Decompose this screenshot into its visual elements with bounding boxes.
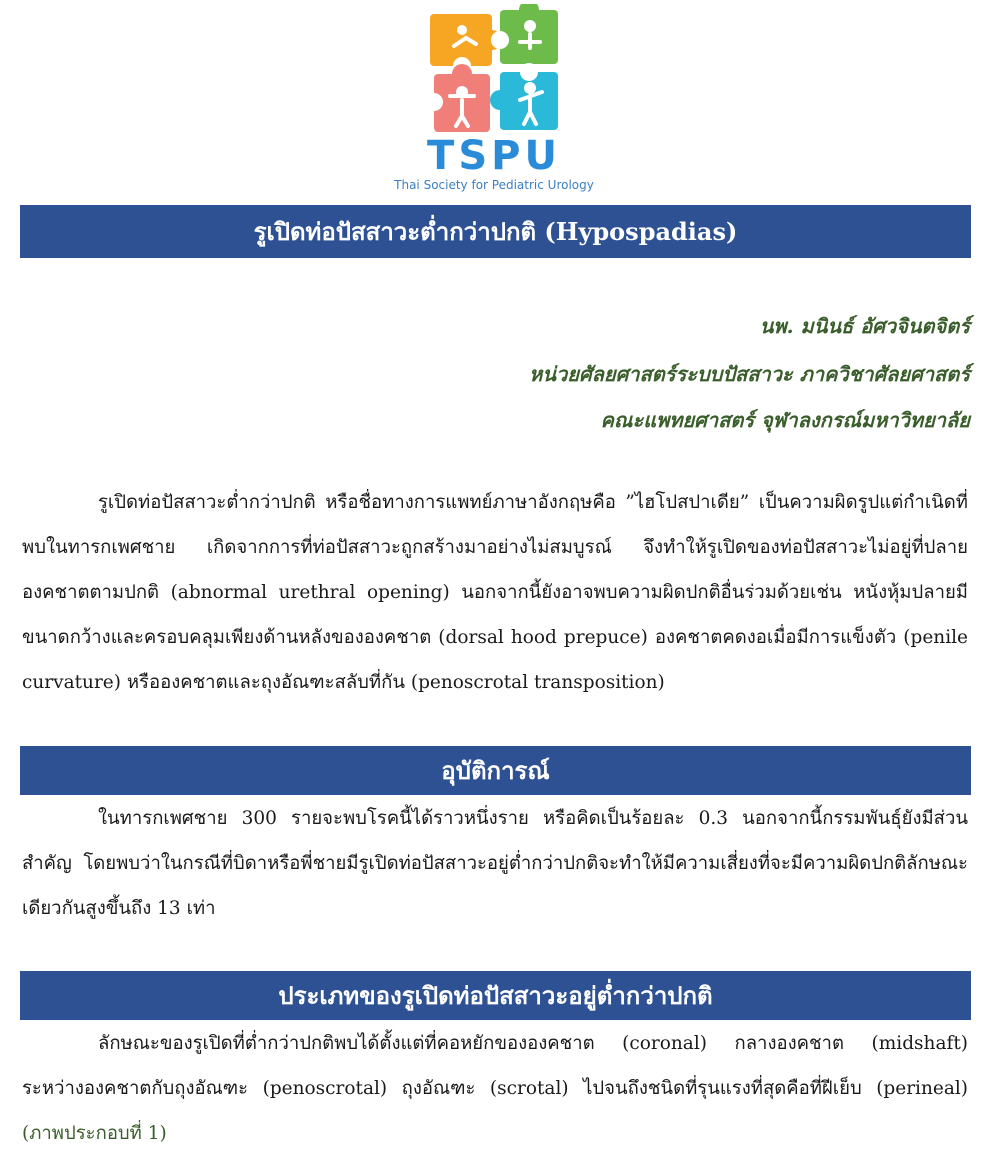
incidence-paragraph: ในทารกเพศชาย 300 รายจะพบโรคนี้ได้ราวหนึ่งราย หรือคิดเป็นร้อยละ 0.3 นอกจากนี้กรรมพันธุ์ยังมีส่วนสำคัญ โดยพบว่าในกรณีที่บิดาหรือพี่ชายมีรูเปิดท่อปัสสาวะอยู่ต่ำกว่าปกติจะทำให้มีความเสี่ยงที่จะมีความผิดปกติลักษณะเดียวกันสูงขึ้นถึง 13 เท่า bbox=[22, 808, 968, 919]
author-name: นพ. มนินธ์ อัศวจินตจิตร์ bbox=[759, 314, 970, 338]
puzzle-logo-icon bbox=[392, 4, 596, 134]
types-text: ลักษณะของรูเปิดที่ต่ำกว่าปกติพบได้ตั้งแต่ที่คอหยักขององคชาต (coronal) กลางองคชาต (midshaft) ระหว่างองคชาตกับถุงอัณฑะ (penoscrotal) ถุงอัณฑะ (scrotal) ไปจนถึงชนิดที่รุนแรงที่สุดคือที่ฝีเย็บ (perineal) bbox=[22, 1033, 968, 1099]
types-heading: ประเภทของรูเปิดท่อปัสสาวะอยู่ต่ำกว่าปกติ bbox=[278, 981, 713, 1010]
incidence-heading: อุบัติการณ์ bbox=[441, 756, 550, 785]
section-heading-types bbox=[20, 971, 971, 1020]
intro-paragraph: รูเปิดท่อปัสสาวะต่ำกว่าปกติ หรือชื่อทางการแพทย์ภาษาอังกฤษคือ ”ไฮโปสปาเดีย” เป็นความผิดรูปแต่กำเนิดที่พบในทารกเพศชาย เกิดจากการที่ท่อปัสสาวะถูกสร้างมาอย่างไม่สมบูรณ์ จึงทำให้รูเปิดของท่อปัสสาวะไม่อยู่ที่ปลายองคชาตตามปกติ (abnormal urethral opening) นอกจากนี้ยังอาจพบความผิดปกติอื่นร่วมด้วยเช่น หนังหุ้มปลายมีขนาดกว้างและครอบคลุมเพียงด้านหลังขององคชาต (dorsal hood prepuce) องคชาตคดงอเมื่อมีการแข็งตัว (penile curvature) หรือองคชาตและถุงอัณฑะสลับที่กัน (penoscrotal transposition) bbox=[22, 492, 968, 693]
author-faculty: คณะแพทยศาสตร์ จุฬาลงกรณ์มหาวิทยาลัย bbox=[600, 408, 970, 432]
logo-abbreviation: TSPU bbox=[427, 133, 561, 179]
title-bar bbox=[20, 205, 971, 258]
section-heading-incidence bbox=[20, 746, 971, 795]
author-unit: หน่วยศัลยศาสตร์ระบบปัสสาวะ ภาควิชาศัลยศาสตร์ bbox=[529, 362, 970, 386]
tspu-logo bbox=[392, 4, 596, 196]
figure-reference: (ภาพประกอบที่ 1) bbox=[22, 1123, 167, 1144]
page-title: รูเปิดท่อปัสสาวะต่ำกว่าปกติ (Hypospadias) bbox=[253, 217, 738, 246]
types-paragraph bbox=[22, 1021, 968, 1156]
logo-full-name: Thai Society for Pediatric Urology bbox=[394, 178, 594, 192]
